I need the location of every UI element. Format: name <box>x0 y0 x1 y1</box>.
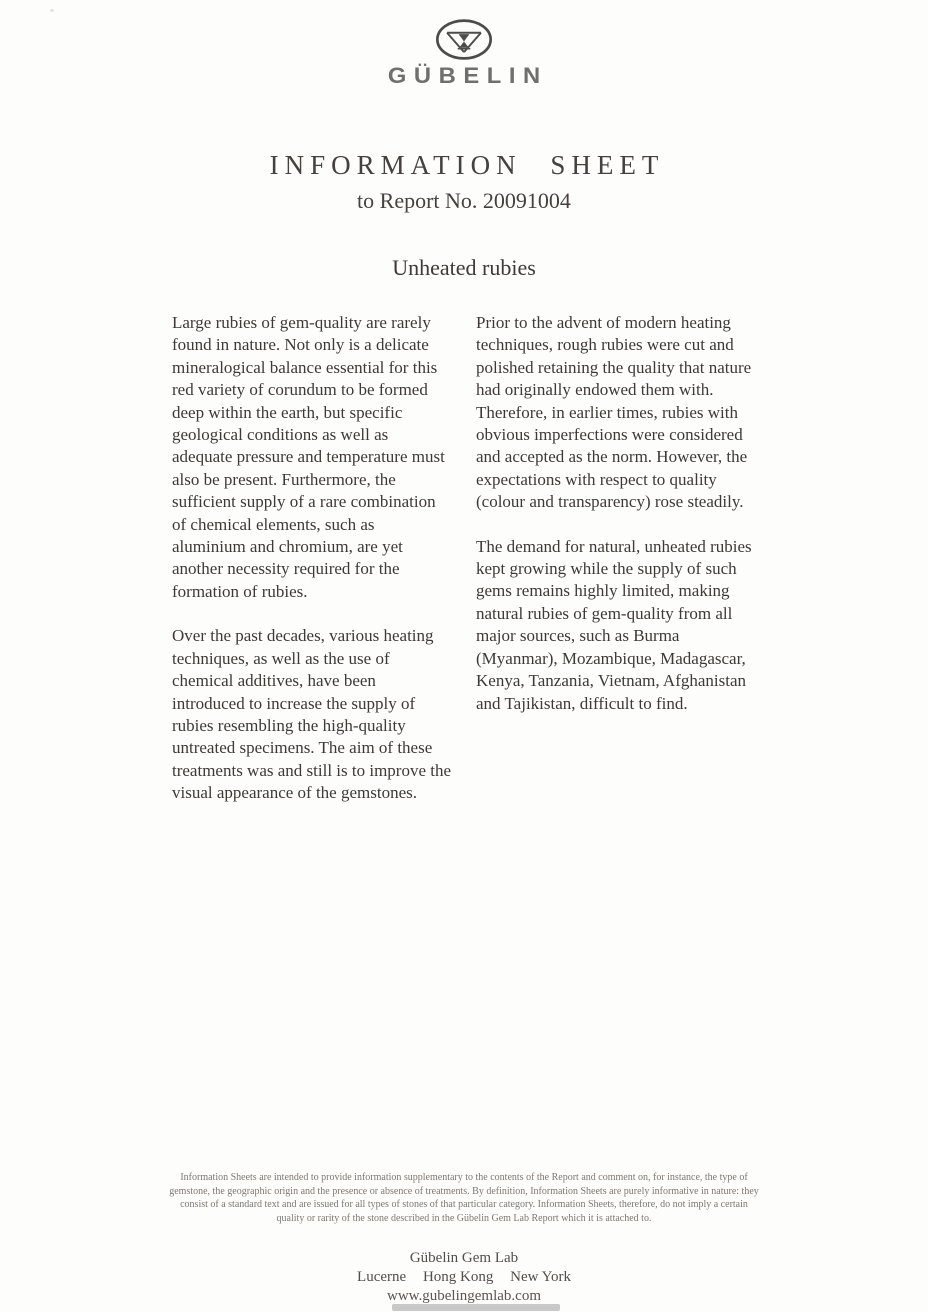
lab-website: www.gubelingemlab.com <box>387 1288 541 1304</box>
gubelin-trademark-icon <box>433 17 495 62</box>
lab-name: Gübelin Gem Lab <box>409 1250 519 1266</box>
paragraph: Over the past decades, various heating techniques, as well as the use of chemical additives, have been introduced to increase the supply of rubies resembling the high-quality untreated specimens. The aim of these treatments was and still is to improve the visual appearance of the gemstones. <box>172 626 452 803</box>
paragraph: The demand for natural, unheated rubies kept growing while the supply of such gems remains highly limited, making natural rubies of gem-quality from all major sources, such as Burma (Myanmar), Mozambique, Madagascar, Kenya, Tanzania, Vietnam, Afghanistan and Tajikistan, difficult to find. <box>476 536 752 713</box>
brand-wordmark: GÜBELIN <box>387 63 548 88</box>
disclaimer-fine-print: Information Sheets are intended to provide information supplementary to the contents of the Report and comment on, for instance, the type of gemstone, the geographic origin and the presence or absence of treatments. By definition, Information Sheets are purely informative in nature: they consist of a standard text and are issued for all types of stones of that particular category. Information Sheets, therefore, do not imply a certain quality or rarity of the stone described in the Gübelin Gem Lab Report which it is attached to. <box>169 1172 759 1224</box>
location-city: Lucerne <box>357 1269 407 1285</box>
location-city: Hong Kong <box>422 1269 494 1285</box>
article-body <box>172 312 756 827</box>
subject-heading: Unheated rubies <box>392 255 536 280</box>
lab-locations <box>0 1268 928 1287</box>
paragraph: Prior to the advent of modern heating techniques, rough rubies were cut and polished retaining the quality that nature had originally endowed them with. Therefore, in earlier times, rubies with obvious imperfections were considered and accepted as the norm. However, the expectations with respect to quality (colour and transparency) rose steadily. <box>476 313 752 512</box>
scan-artifact-bar <box>392 1304 560 1311</box>
brand-header <box>0 0 928 89</box>
location-city: New York <box>510 1269 571 1285</box>
left-column <box>172 312 452 827</box>
footer-address <box>0 1249 928 1306</box>
title-block <box>0 150 928 281</box>
paragraph: Large rubies of gem-quality are rarely found in nature. Not only is a delicate mineralogical balance essential for this red variety of corundum to be formed deep within the earth, but specific geological conditions as well as adequate pressure and temperature must also be present. Furthermore, the sufficient supply of a rare combination of chemical elements, such as aluminium and chromium, are yet another necessity required for the formation of rubies. <box>172 313 445 601</box>
scan-speck <box>50 9 54 12</box>
sheet-title: INFORMATION SHEET <box>269 150 665 180</box>
right-column <box>476 312 756 827</box>
report-number-line: to Report No. 20091004 <box>357 188 571 213</box>
